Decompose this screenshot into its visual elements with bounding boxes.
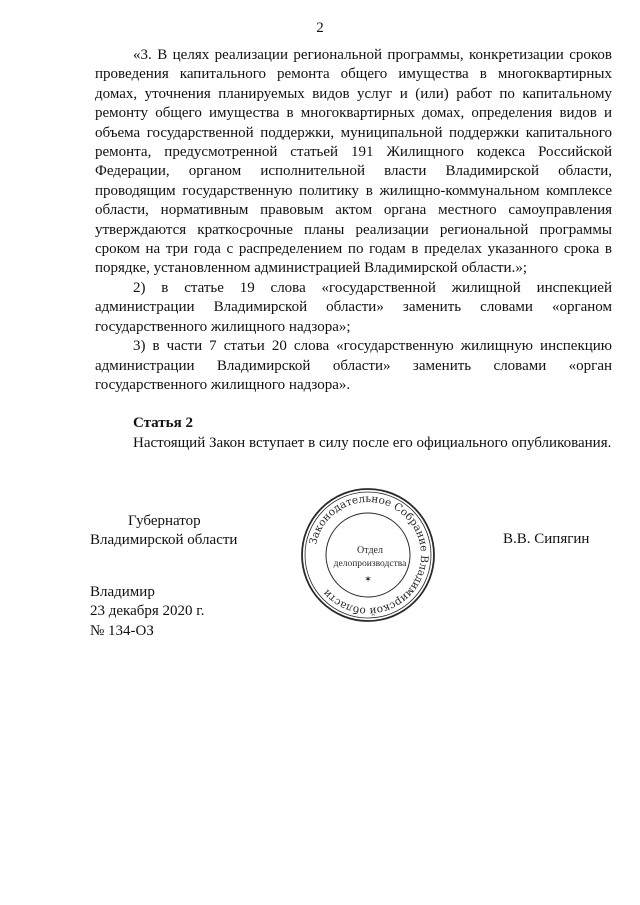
seal-inner-line1: Отдел [357, 545, 383, 556]
document-body [95, 46, 612, 453]
paragraph-amendment-article-20: 3) в части 7 статьи 20 слова «государственную жилищную инспекцию администрации Владимирской области» заменить словами «орган государственного жилищного надзора». [95, 338, 612, 393]
governor-name: В.В. Сипягин [503, 531, 590, 547]
governor-title-line1: Губернатор [128, 513, 201, 529]
page-number: 2 [316, 20, 324, 36]
seal-inner-line2: делопроизводства [333, 559, 407, 569]
governor-title-line2: Владимирской области [90, 532, 238, 549]
seal-ring-text: Законодательное Собрание Владимирской области [307, 492, 431, 618]
article-text: Настоящий Закон вступает в силу после его официального опубликования. [133, 434, 612, 451]
law-number: № 134-ОЗ [90, 622, 154, 639]
issue-details [90, 583, 205, 641]
paragraph-amendment-article-19: 2) в статье 19 слова «государственной жилищной инспекцией администрации Владимирской области» заменить словами «органом государственного жилищного надзора»; [95, 279, 612, 335]
article-heading: Статья 2 [133, 415, 193, 432]
issue-city: Владимир [90, 584, 155, 600]
paragraph-amendment-3: «3. В целях реализации региональной программы, конкретизации сроков проведения капитального ремонта общего имущества в многоквартирных домах, уточнения планируемых видов услуг и (или) работ по капитальному ремонту общего имущества в многоквартирных домах, определения видов и объема государственной поддержки, муниципальной поддержки капитального ремонта, предусмотренной статьей 191 Жилищного кодекса Российской Федерации, органом исполнительной власти Владимирской области, проводящим государственную политику в жилищно-коммунальном комплексе области, нормативным правовым актом органа местного самоуправления утверждаются краткосрочные планы реализации региональной программы сроком на три года с распределением по годам в пределах указанного срока в порядке, установленном администрацией Владимирской области.»; [95, 47, 612, 277]
issue-date: 23 декабря 2020 г. [90, 603, 205, 620]
official-seal [298, 485, 438, 625]
seal-star: ✶ [364, 575, 372, 585]
governor-title [90, 512, 237, 551]
